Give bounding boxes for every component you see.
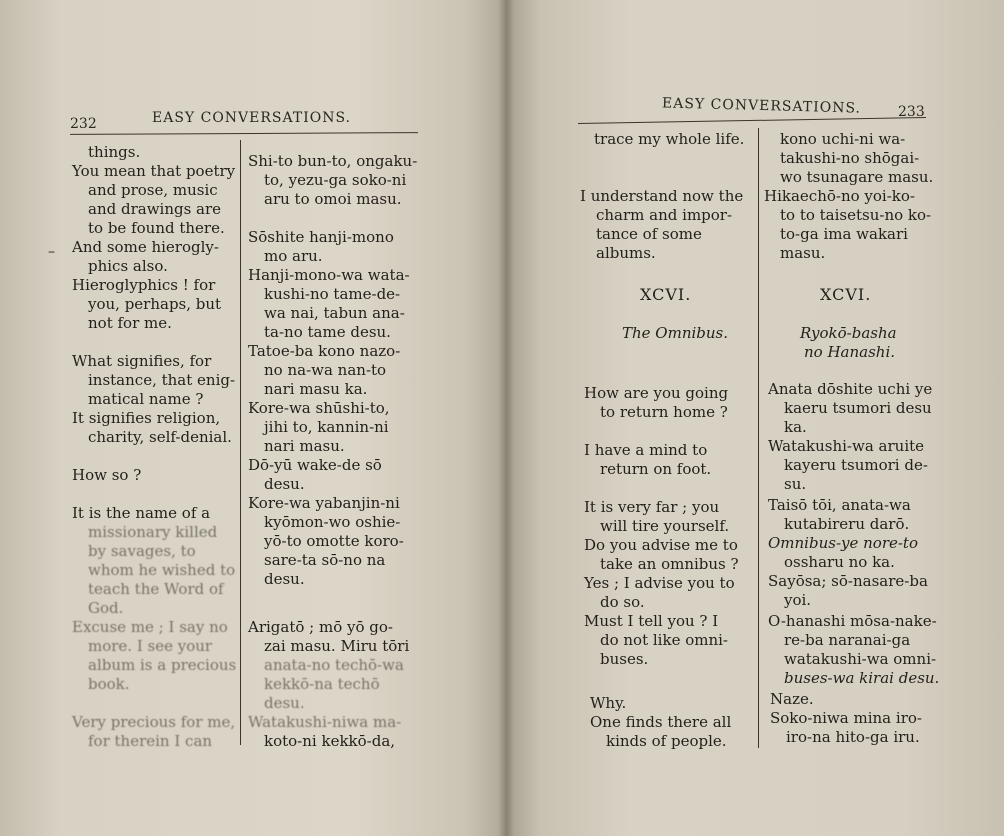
text-line: You mean that poetry <box>72 162 236 180</box>
text-line: more. I see your <box>88 637 213 655</box>
text-line: buses-wa kirai desu. <box>784 669 940 687</box>
japanese-column-left <box>248 152 428 752</box>
text-line: by savages, to <box>88 542 196 560</box>
text-line: wa nai, tabun ana- <box>264 304 405 322</box>
text-line: Watakushi-niwa ma- <box>248 713 402 731</box>
text-line: take an omnibus ? <box>600 555 739 573</box>
text-line: album is a precious <box>88 656 237 674</box>
text-line: And some hierogly- <box>72 238 219 256</box>
japanese-column-right <box>764 130 964 750</box>
text-line: trace my whole life. <box>594 130 745 148</box>
text-line: ossharu no ka. <box>784 553 895 571</box>
text-line: to to taisetsu-no ko- <box>780 206 932 224</box>
text-line: Must I tell you ? I <box>584 612 719 630</box>
text-line: not for me. <box>88 314 172 332</box>
text-line: jihi to, kannin-ni <box>264 418 389 436</box>
text-line: O-hanashi mōsa-nake- <box>768 612 937 630</box>
text-line: to return home ? <box>600 403 728 421</box>
text-line: Very precious for me, <box>72 713 236 731</box>
text-line: for therein I can <box>88 732 213 750</box>
text-line: mo aru. <box>264 247 323 265</box>
text-line: How so ? <box>72 466 142 484</box>
english-column-right <box>580 130 758 750</box>
text-line: and prose, music <box>88 181 218 199</box>
text-line: aru to omoi masu. <box>264 190 402 208</box>
text-line: kekkō-na techō <box>264 675 380 693</box>
text-line: kayeru tsumori de- <box>784 456 928 474</box>
english-column-left <box>72 143 240 750</box>
text-line: Do you advise me to <box>584 536 738 554</box>
text-line: iro-na hito-ga iru. <box>786 728 920 746</box>
text-line: Hanji-mono-wa wata- <box>248 266 410 284</box>
page-number-left: 232 <box>70 116 97 132</box>
text-line: yoi. <box>784 591 812 609</box>
text-line: kaeru tsumori desu <box>784 399 932 417</box>
text-line: takushi-no shōgai- <box>780 149 920 167</box>
text-line: Watakushi-wa aruite <box>768 437 925 455</box>
text-line: Kore-wa shūshi-to, <box>248 399 390 417</box>
text-line: God. <box>88 599 124 617</box>
text-line: sare-ta sō-no na <box>264 551 386 569</box>
text-line: instance, that enig- <box>88 371 236 389</box>
running-head-right: EASY CONVERSATIONS. <box>661 95 862 117</box>
text-line: teach the Word of <box>88 580 224 598</box>
text-line: I have a mind to <box>584 441 708 459</box>
text-line: to-ga ima wakari <box>780 225 908 243</box>
text-line: nari masu ka. <box>264 380 368 398</box>
text-line: su. <box>784 475 807 493</box>
book-gutter <box>498 0 514 836</box>
right-page <box>506 0 1004 836</box>
section-title: The Omnibus. <box>622 324 729 342</box>
text-line: One finds there all <box>590 713 732 731</box>
text-line: desu. <box>264 570 305 588</box>
text-line: kinds of people. <box>606 732 727 750</box>
text-line: It signifies religion, <box>72 409 221 427</box>
text-line: to, yezu-ga soko-ni <box>264 171 407 189</box>
text-line: Anata dōshite uchi ye <box>768 380 933 398</box>
text-line: masu. <box>780 244 826 262</box>
text-line: Hikaechō-no yoi-ko- <box>764 187 915 205</box>
text-line: It is very far ; you <box>584 498 720 516</box>
text-line: return on foot. <box>600 460 712 478</box>
column-divider-left <box>240 140 241 745</box>
text-line: Taisō tōi, anata-wa <box>768 496 911 514</box>
text-line: buses. <box>600 650 649 668</box>
text-line: missionary killed <box>88 523 218 541</box>
text-line: you, perhaps, but <box>88 295 222 313</box>
text-line: Dō-yū wake-de sō <box>248 456 382 474</box>
text-line: do so. <box>600 593 645 611</box>
text-line: Hieroglyphics ! for <box>72 276 216 294</box>
text-line: desu. <box>264 694 305 712</box>
text-line: Kore-wa yabanjin-ni <box>248 494 400 512</box>
page-number-right: 233 <box>898 104 925 120</box>
text-line: re-ba naranai-ga <box>784 631 911 649</box>
text-line: I understand now the <box>580 187 744 205</box>
text-line: no na-wa nan-to <box>264 361 387 379</box>
text-line: Excuse me ; I say no <box>72 618 228 636</box>
text-line: Sayōsa; sō-nasare-ba <box>768 572 928 590</box>
text-line: nari masu. <box>264 437 345 455</box>
text-line: ka. <box>784 418 807 436</box>
text-line: whom he wished to <box>88 561 236 579</box>
text-line: What signifies, for <box>72 352 212 370</box>
running-head-left: EASY CONVERSATIONS. <box>152 110 351 126</box>
text-line: kushi-no tame-de- <box>264 285 401 303</box>
text-line: It is the name of a <box>72 504 211 522</box>
text-line: zai masu. Miru tōri <box>264 637 410 655</box>
text-line: kutabireru darō. <box>784 515 910 533</box>
text-line: phics also. <box>88 257 168 275</box>
text-line: and drawings are <box>88 200 222 218</box>
text-line: Shi-to bun-to, ongaku- <box>248 152 418 170</box>
section-heading: XCVI. <box>820 285 872 304</box>
text-line: ta-no tame desu. <box>264 323 391 341</box>
text-line: Omnibus-ye nore-to <box>768 534 918 552</box>
text-line: things. <box>88 143 141 161</box>
section-title: Ryokō-basha <box>800 324 897 342</box>
text-line: yō-to omotte koro- <box>264 532 404 550</box>
text-line: anata-no techō-wa <box>264 656 404 674</box>
column-divider-right <box>758 128 759 748</box>
text-line: book. <box>88 675 130 693</box>
text-line: kyōmon-wo oshie- <box>264 513 401 531</box>
text-line: koto-ni kekkō-da, <box>264 732 396 750</box>
text-line: do not like omni- <box>600 631 728 649</box>
margin-dash: – <box>48 244 55 260</box>
text-line: watakushi-wa omni- <box>784 650 937 668</box>
section-title: no Hanashi. <box>804 343 896 361</box>
text-line: Soko-niwa mina iro- <box>770 709 922 727</box>
text-line: How are you going <box>584 384 729 402</box>
text-line: Naze. <box>770 690 814 708</box>
text-line: tance of some <box>596 225 702 243</box>
text-line: desu. <box>264 475 305 493</box>
text-line: albums. <box>596 244 656 262</box>
text-line: will tire yourself. <box>600 517 730 535</box>
text-line: to be found there. <box>88 219 225 237</box>
text-line: Sōshite hanji-mono <box>248 228 394 246</box>
text-line: Why. <box>590 694 627 712</box>
text-line: charm and impor- <box>596 206 733 224</box>
text-line: Yes ; I advise you to <box>584 574 735 592</box>
text-line: matical name ? <box>88 390 204 408</box>
text-line: Arigatō ; mō yō go- <box>248 618 393 636</box>
text-line: charity, self-denial. <box>88 428 232 446</box>
header-rule-left <box>70 132 418 135</box>
section-heading: XCVI. <box>640 285 692 304</box>
text-line: wo tsunagare masu. <box>780 168 934 186</box>
text-line: Tatoe-ba kono nazo- <box>248 342 401 360</box>
text-line: kono uchi-ni wa- <box>780 130 906 148</box>
header-rule-right <box>578 117 926 124</box>
